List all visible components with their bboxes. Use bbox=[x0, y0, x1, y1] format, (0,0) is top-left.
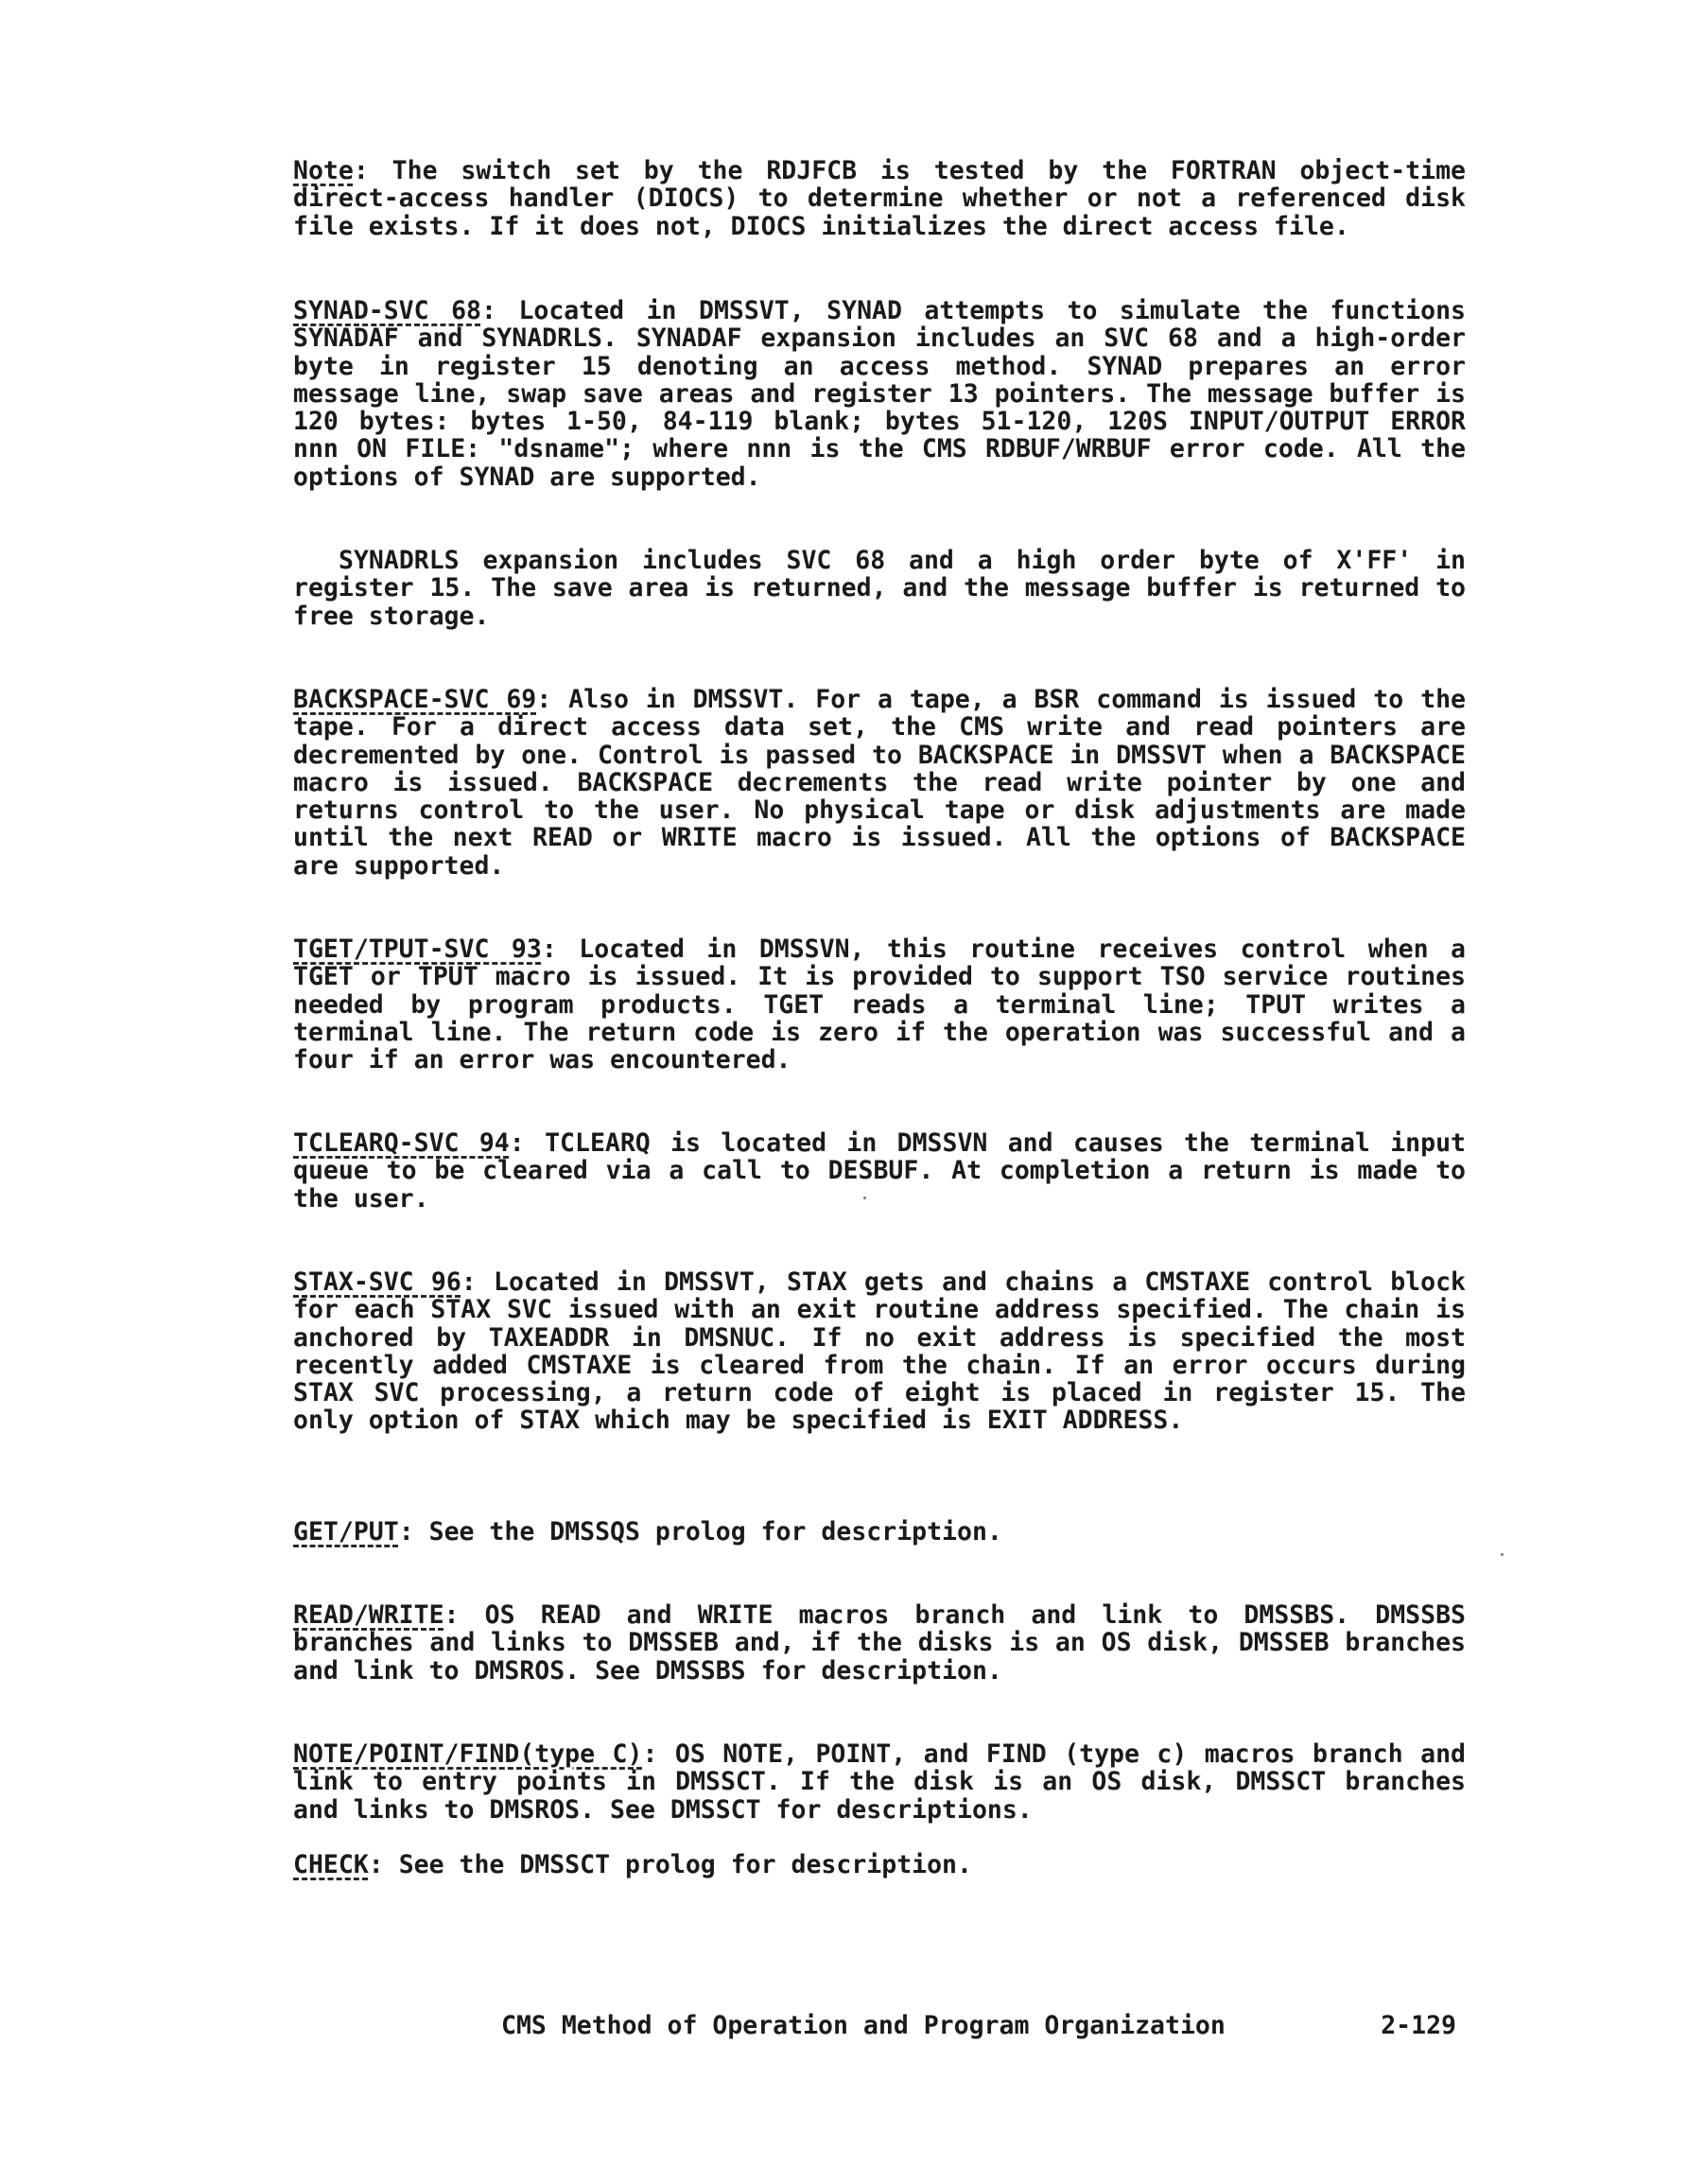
section-body: TCLEARQ is located in DMSSVN and causes the terminal input queue to be cleared via a call to DESBUF. At completion a return is made to the user. bbox=[293, 1128, 1466, 1214]
section-heading: SYNAD-SVC 68 bbox=[293, 296, 481, 325]
scan-speck bbox=[863, 1197, 866, 1199]
section-tclearq-svc-94: TCLEARQ-SVC 94: TCLEARQ is located in DMSSVN and causes the terminal input queue to be cleared via a call to DESBUF. At completion a return is made to the user. bbox=[293, 1128, 1466, 1214]
section-body: See the DMSSCT prolog for description. bbox=[398, 1850, 972, 1879]
section-backspace-svc-69: BACKSPACE-SVC 69: Also in DMSSVT. For a tape, a BSR command is issued to the tape. For a direct access data set, the CMS write and read pointers are decremented by one. Control is passed to BACKSPACE in DMSSVT when a BACKSPACE macro is issued. BACKSPACE decrements the read write pointer by one and returns control to the user. No physical tape or disk adjustments are made until the next READ or WRITE macro is issued. All the options of BACKSPACE are supported. bbox=[293, 685, 1466, 881]
section-check: CHECK: See the DMSSCT prolog for description. bbox=[293, 1850, 972, 1879]
section-body: OS READ and WRITE macros branch and link to DMSSBS. DMSSBS branches and links to DMSSEB and, if the disks is an OS disk, DMSSEB branches and link to DMSROS. See DMSSBS for description. bbox=[293, 1600, 1466, 1686]
section-body: See the DMSSQS prolog for description. bbox=[428, 1517, 1002, 1546]
section-heading: TCLEARQ-SVC 94 bbox=[293, 1128, 510, 1158]
page-footer bbox=[501, 2012, 1456, 2040]
section-heading: TGET/TPUT-SVC 93 bbox=[293, 935, 542, 964]
section-heading: BACKSPACE-SVC 69 bbox=[293, 685, 537, 714]
section-body: Located in DMSSVN, this routine receives control when a TGET or TPUT macro is issued. It is provided to support TSO service routines needed by program products. TGET reads a terminal line; TPUT writes a terminal line. The return code is zero if the operation was successful and a four if an error was encountered. bbox=[293, 935, 1466, 1075]
section-stax-svc-96: STAX-SVC 96: Located in DMSSVT, STAX gets and chains a CMSTAXE control block for each STAX SVC issued with an exit routine address specified. The chain is anchored by TAXEADDR in DMSNUC. If no exit address is specified the most recently added CMSTAXE is cleared from the chain. If an error occurs during STAX SVC processing, a return code of eight is placed in register 15. The only option of STAX which may be specified is EXIT ADDRESS. bbox=[293, 1267, 1467, 1436]
section-synadrls-paragraph bbox=[293, 547, 1466, 630]
section-note-point-find: NOTE/POINT/FIND(type C): OS NOTE, POINT, and FIND (type c) macros branch and link to entry points in DMSSCT. If the disk is an OS disk, DMSSCT branches and links to DMSROS. See DMSSCT for descriptions. bbox=[293, 1739, 1466, 1825]
section-get-put: GET/PUT: See the DMSSQS prolog for description. bbox=[293, 1517, 1002, 1546]
section-body: Also in DMSSVT. For a tape, a BSR command is issued to the tape. For a direct access data set, the CMS write and read pointers are decremented by one. Control is passed to BACKSPACE in DMSSVT when a BACKSPACE macro is issued. BACKSPACE decrements the read write pointer by one and returns control to the user. No physical tape or disk adjustments are made until the next READ or WRITE macro is issued. All the options of BACKSPACE are supported. bbox=[293, 685, 1466, 881]
page-number: 2-129 bbox=[1381, 2011, 1456, 2040]
section-body: Located in DMSSVT, SYNAD attempts to simulate the functions SYNADAF and SYNADRLS. SYNADAF expansion includes an SVC 68 and a high-order byte in register 15 denoting an access method. SYNAD prepares an error message line, swap save areas and register 13 pointers. The message buffer is 120 bytes: bytes 1-50, 84-119 blank; bytes 51-120, 120S INPUT/OUTPUT ERROR nnn ON FILE: "dsname"; where nnn is the CMS RDBUF/WRBUF error code. All the options of SYNAD are supported. bbox=[293, 296, 1466, 492]
section-heading: STAX-SVC 96 bbox=[293, 1267, 461, 1297]
section-body: OS NOTE, POINT, and FIND (type c) macros branch and link to entry points in DMSSCT. If the disk is an OS disk, DMSSCT branches and links to DMSROS. See DMSSCT for descriptions. bbox=[293, 1739, 1466, 1825]
section-tget-tput-svc-93: TGET/TPUT-SVC 93: Located in DMSSVN, this routine receives control when a TGET or TPUT macro is issued. It is provided to support TSO service routines needed by program products. TGET reads a terminal line; TPUT writes a terminal line. The return code is zero if the operation was successful and a four if an error was encountered. bbox=[293, 935, 1466, 1075]
section-read-write: READ/WRITE: OS READ and WRITE macros branch and link to DMSSBS. DMSSBS branches and links to DMSSEB and, if the disks is an OS disk, DMSSEB branches and link to DMSROS. See DMSSBS for description. bbox=[293, 1600, 1466, 1686]
footer-title: CMS Method of Operation and Program Organization bbox=[501, 2011, 1226, 2040]
section-heading: Note bbox=[293, 156, 354, 185]
section-body: The switch set by the RDJFCB is tested by the FORTRAN object-time direct-access handler (DIOCS) to determine whether or not a referenced disk file exists. If it does not, DIOCS initializes the direct access file. bbox=[293, 156, 1466, 241]
section-synad-svc-68: SYNAD-SVC 68: Located in DMSSVT, SYNAD attempts to simulate the functions SYNADAF and SYNADRLS. SYNADAF expansion includes an SVC 68 and a high-order byte in register 15 denoting an access method. SYNAD prepares an error message line, swap save areas and register 13 pointers. The message buffer is 120 bytes: bytes 1-50, 84-119 blank; bytes 51-120, 120S INPUT/OUTPUT ERROR nnn ON FILE: "dsname"; where nnn is the CMS RDBUF/WRBUF error code. All the options of SYNAD are supported. bbox=[293, 296, 1466, 492]
scan-speck bbox=[1501, 1553, 1504, 1556]
section-heading: CHECK bbox=[293, 1850, 369, 1879]
section-heading: NOTE/POINT/FIND(type C) bbox=[293, 1739, 643, 1769]
section-heading: GET/PUT bbox=[293, 1517, 399, 1546]
section-note: Note: The switch set by the RDJFCB is tested by the FORTRAN object-time direct-access handler (DIOCS) to determine whether or not a referenced disk file exists. If it does not, DIOCS initializes the direct access file. bbox=[293, 156, 1466, 241]
section-body: SYNADRLS expansion includes SVC 68 and a high order byte of X'FF' in register 15. The save area is returned, and the message buffer is returned to free storage. bbox=[293, 546, 1466, 631]
section-heading: READ/WRITE bbox=[293, 1600, 444, 1630]
section-body: Located in DMSSVT, STAX gets and chains a CMSTAXE control block for each STAX SVC issued with an exit routine address specified. The chain is anchored by TAXEADDR in DMSNUC. If no exit address is specified the most recently added CMSTAXE is cleared from the chain. If an error occurs during STAX SVC processing, a return code of eight is placed in register 15. The only option of STAX which may be specified is EXIT ADDRESS. bbox=[293, 1267, 1467, 1436]
